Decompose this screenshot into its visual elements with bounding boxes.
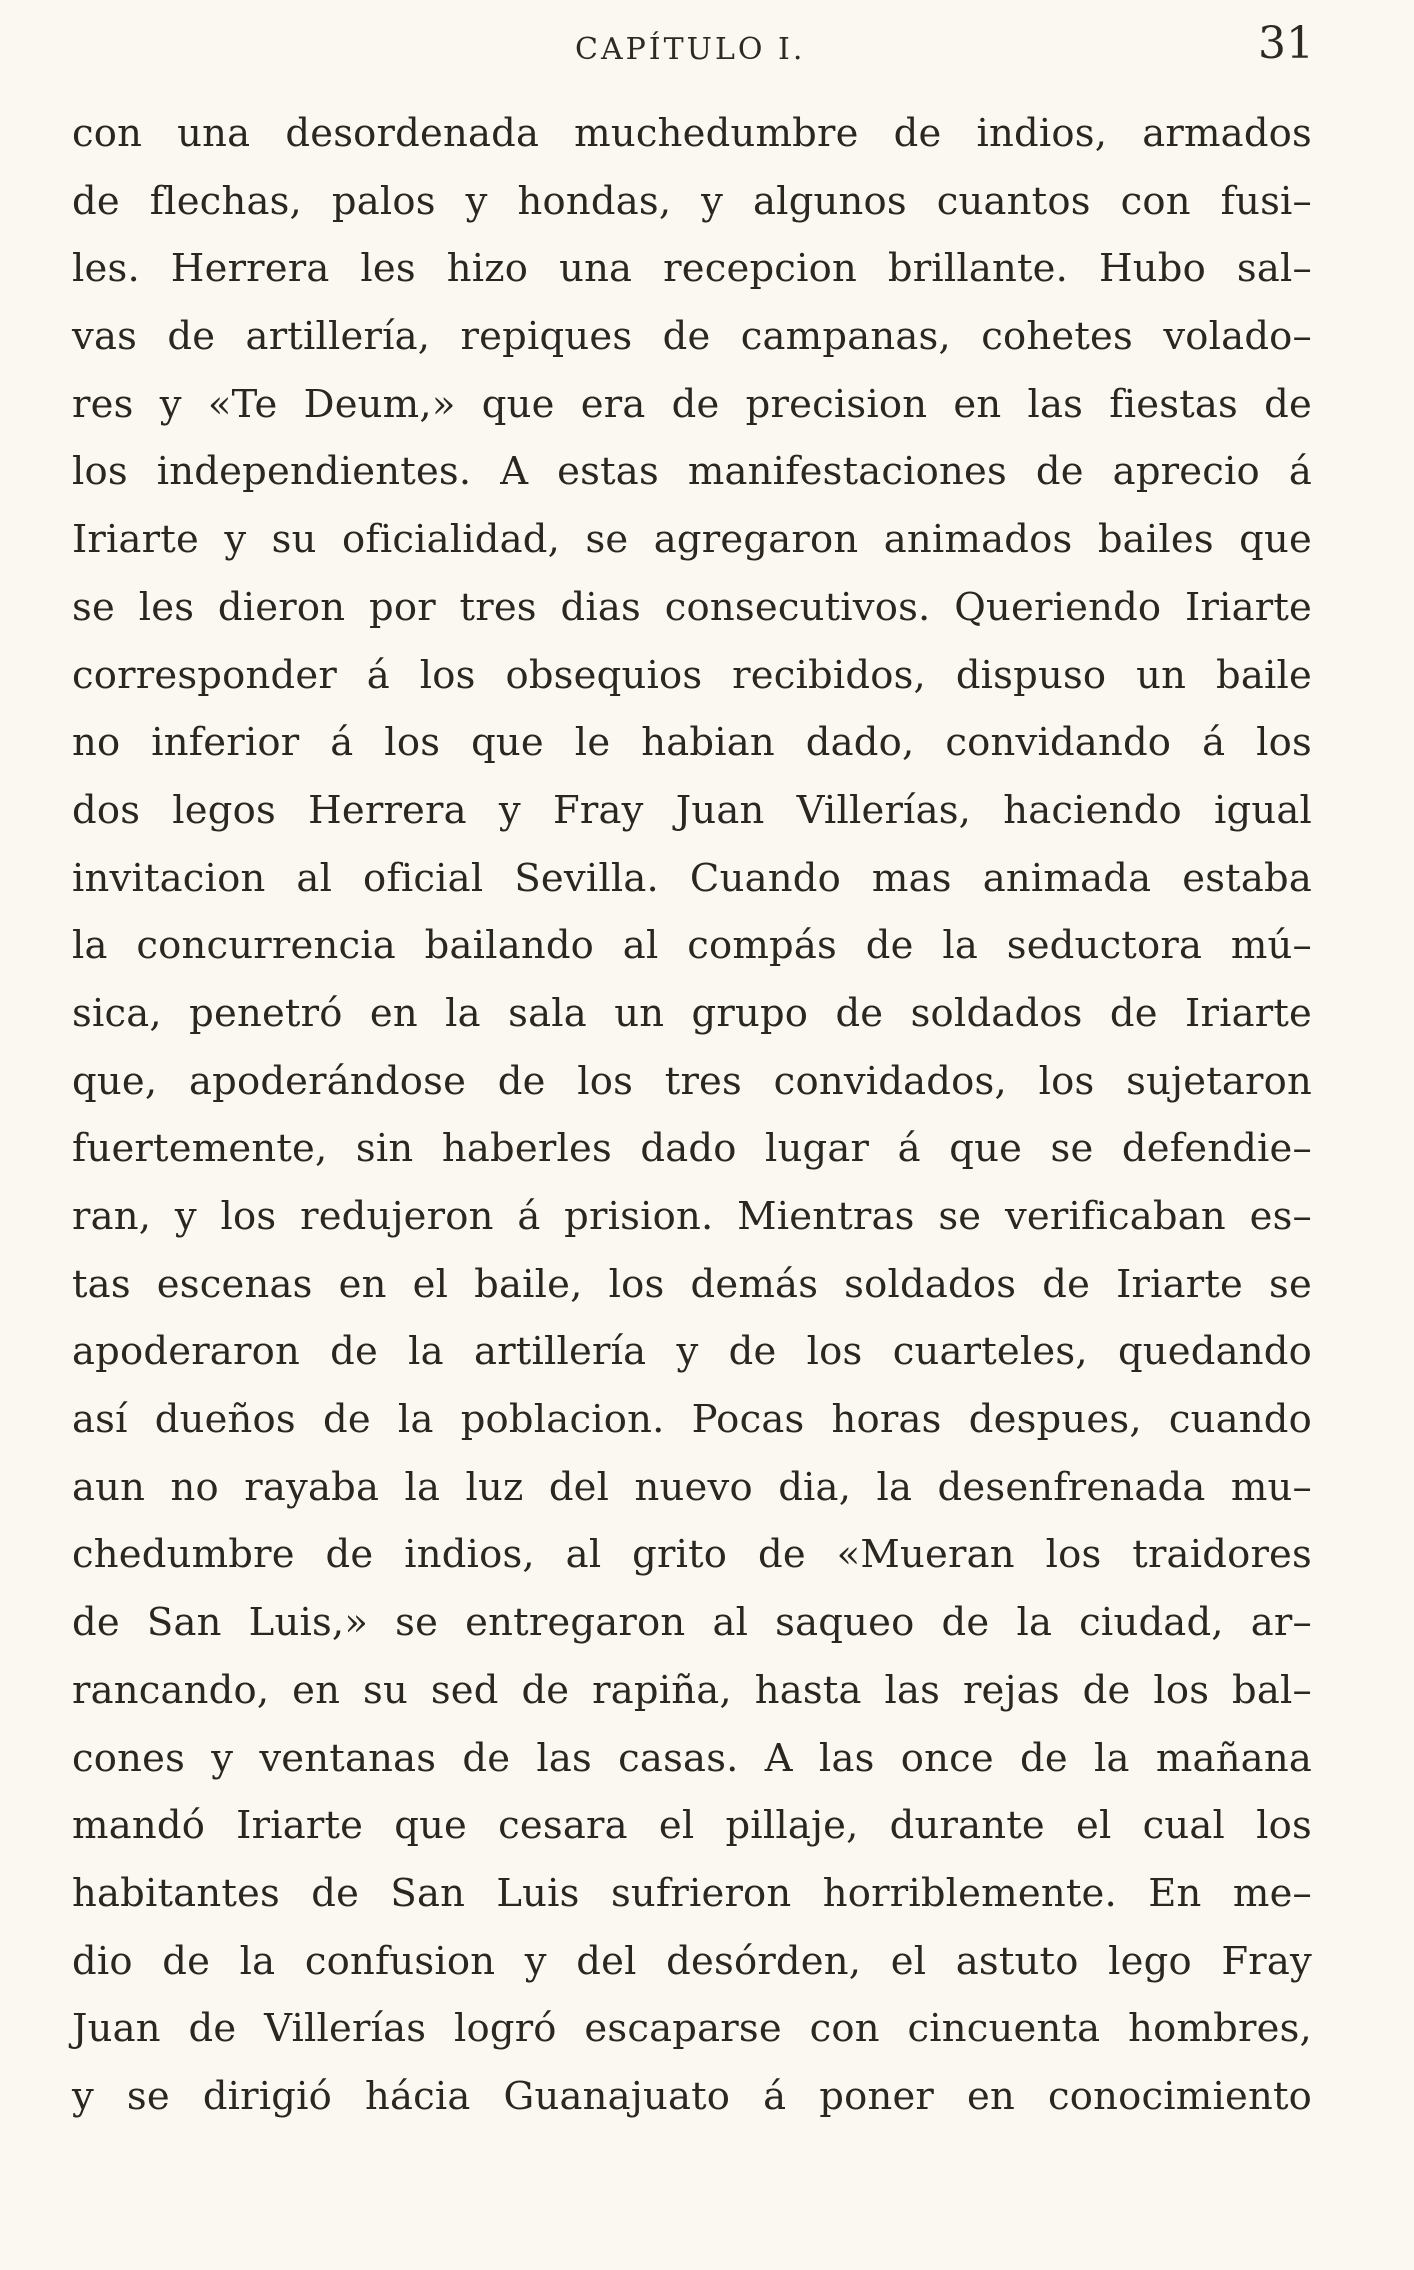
text-line: tas escenas en el baile, los demás soldados de Iriarte se (72, 1261, 1312, 1307)
text-line: los independientes. A estas manifestaciones de aprecio á (72, 449, 1312, 495)
text-line: rancando, en su sed de rapiña, hasta las rejas de los bal– (72, 1667, 1312, 1713)
text-line: apoderaron de la artillería y de los cuarteles, quedando (72, 1329, 1312, 1375)
text-line: res y «Te Deum,» que era de precision en las fiestas de (72, 381, 1312, 427)
text-line: dio de la confusion y del desórden, el astuto lego Fray (72, 1938, 1312, 1984)
body-text (72, 100, 1312, 2131)
text-line: mandó Iriarte que cesara el pillaje, durante el cual los (72, 1803, 1312, 1849)
text-line: fuertemente, sin haberles dado lugar á que se defendie– (72, 1126, 1312, 1172)
chapter-title: CAPÍTULO I. (575, 32, 806, 67)
text-line: ran, y los redujeron á prision. Mientras se verificaban es– (72, 1194, 1312, 1239)
text-line: cones y ventanas de las casas. A las once de la mañana (72, 1735, 1312, 1781)
text-line: chedumbre de indios, al grito de «Mueran los traidores (72, 1532, 1312, 1578)
text-line: de San Luis,» se entregaron al saqueo de la ciudad, ar– (72, 1600, 1312, 1646)
text-line: sica, penetró en la sala un grupo de soldados de Iriarte (72, 990, 1312, 1036)
text-line: Juan de Villerías logró escaparse con cincuenta hombres, (72, 2006, 1312, 2052)
text-line: vas de artillería, repiques de campanas, cohetes volado– (72, 314, 1312, 360)
text-line: se les dieron por tres dias consecutivos. Queriendo Iriarte (72, 584, 1312, 630)
text-line: habitantes de San Luis sufrieron horriblemente. En me– (72, 1870, 1312, 1916)
text-line: corresponder á los obsequios recibidos, dispuso un baile (72, 652, 1312, 698)
text-line: que, apoderándose de los tres convidados, los sujetaron (72, 1058, 1312, 1104)
text-line: con una desordenada muchedumbre de indios, armados (72, 111, 1312, 156)
page-number: 31 (1258, 18, 1314, 69)
text-line: de flechas, palos y hondas, y algunos cuantos con fusi– (72, 178, 1312, 224)
text-line: dos legos Herrera y Fray Juan Villerías, haciendo igual (72, 787, 1312, 833)
running-head (0, 14, 1414, 74)
text-line: así dueños de la poblacion. Pocas horas despues, cuando (72, 1397, 1312, 1443)
text-line: invitacion al oficial Sevilla. Cuando mas animada estaba (72, 855, 1312, 901)
text-line: y se dirigió hácia Guanajuato á poner en conocimiento (72, 2073, 1312, 2119)
text-line: aun no rayaba la luz del nuevo dia, la desenfrenada mu– (72, 1464, 1312, 1510)
text-line: no inferior á los que le habian dado, convidando á los (72, 720, 1312, 766)
text-line: Iriarte y su oficialidad, se agregaron animados bailes que (72, 517, 1312, 563)
text-line: la concurrencia bailando al compás de la seductora mú– (72, 923, 1312, 969)
text-line: les. Herrera les hizo una recepcion brillante. Hubo sal– (72, 246, 1312, 292)
